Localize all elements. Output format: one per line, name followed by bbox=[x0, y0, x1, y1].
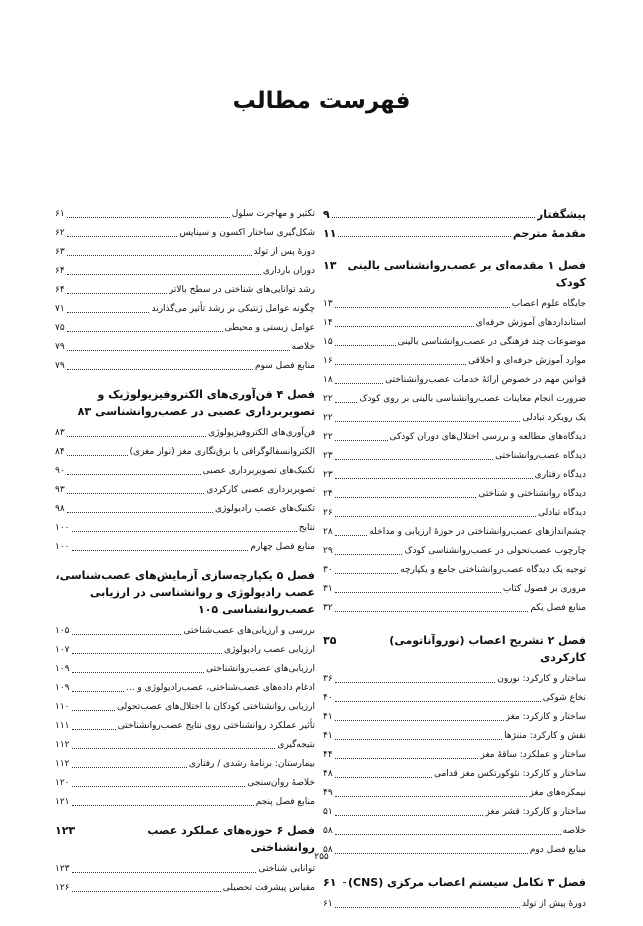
entry-title: دیدگاه رفتاری bbox=[534, 470, 586, 480]
entry-title: نخاع شوکی bbox=[542, 693, 586, 703]
entry-title: منابع فصل پنجم bbox=[255, 797, 315, 807]
toc-entry[interactable] bbox=[55, 660, 315, 679]
entry-title: الکتروانسفالوگرافی یا برق‌نگاری مغز (نوار مغزی) bbox=[129, 447, 315, 457]
entry-title: موارد آموزش حرفه‌ای و اخلاقی bbox=[468, 356, 586, 366]
toc-entry[interactable] bbox=[323, 205, 586, 224]
entry-title: دورۀ پس از تولد bbox=[253, 247, 315, 257]
toc-entry[interactable] bbox=[55, 462, 315, 481]
dot-leader bbox=[67, 436, 206, 437]
dot-leader bbox=[72, 767, 187, 768]
dot-leader bbox=[335, 815, 484, 816]
chapter-page: ۱۳ bbox=[323, 259, 337, 272]
toc-entry[interactable] bbox=[55, 243, 315, 262]
toc-entry[interactable] bbox=[323, 390, 586, 409]
chapter-items bbox=[323, 295, 586, 618]
chapter-heading[interactable] bbox=[323, 632, 586, 666]
entry-page: ۳۱ bbox=[323, 584, 333, 594]
dot-leader bbox=[335, 364, 466, 365]
dot-leader bbox=[72, 891, 221, 892]
toc-entry[interactable] bbox=[55, 717, 315, 736]
entry-title: چارچوب عصب‌تحولی در عصب‌روانشناسی کودک bbox=[404, 546, 586, 556]
dot-leader bbox=[72, 653, 223, 654]
toc-entry[interactable] bbox=[55, 443, 315, 462]
dot-leader bbox=[72, 691, 124, 692]
entry-page: ۴۴ bbox=[323, 750, 333, 760]
dot-leader bbox=[67, 293, 167, 294]
entry-page: ۲۲ bbox=[323, 413, 333, 423]
dot-leader bbox=[335, 720, 504, 721]
dot-leader bbox=[335, 535, 368, 536]
entry-title: دورۀ پیش از تولد bbox=[521, 899, 586, 909]
entry-page: ۲۳ bbox=[323, 451, 333, 461]
toc-entry[interactable] bbox=[55, 357, 315, 376]
toc-entry[interactable] bbox=[323, 689, 586, 708]
entry-page: ۸۳ bbox=[55, 428, 65, 438]
toc-entry[interactable] bbox=[323, 224, 586, 243]
entry-page: ۵۸ bbox=[323, 826, 333, 836]
entry-title: موضوعات چند فرهنگی در عصب‌روانشناسی بالینی bbox=[397, 337, 586, 347]
entry-title: دوران بارداری bbox=[262, 266, 315, 276]
chapter-heading[interactable] bbox=[323, 874, 586, 891]
dot-leader bbox=[72, 805, 254, 806]
toc-entry[interactable] bbox=[323, 314, 586, 333]
entry-page: ۲۴ bbox=[323, 489, 333, 499]
toc-entry[interactable] bbox=[323, 466, 586, 485]
toc-entry[interactable] bbox=[323, 765, 586, 784]
chapter-page: ۱۲۳ bbox=[55, 824, 76, 837]
toc-entry[interactable] bbox=[55, 205, 315, 224]
toc-entry[interactable] bbox=[55, 519, 315, 538]
entry-page: ۱۴ bbox=[323, 318, 333, 328]
entry-title: خلاصۀ روان‌سنجی bbox=[247, 778, 315, 788]
dot-leader bbox=[335, 796, 528, 797]
toc-entry[interactable] bbox=[323, 295, 586, 314]
toc-entry[interactable] bbox=[55, 262, 315, 281]
page-title: فهرست مطالب bbox=[232, 88, 411, 114]
entry-page: ۱۱ bbox=[323, 227, 337, 240]
chapter-heading[interactable] bbox=[55, 386, 315, 420]
entry-page: ۴۹ bbox=[323, 788, 333, 798]
chapter-title: فصل ۴ فن‌آوری‌های الکتروفیزیولوژیک و تصویربرداری عصبی در عصب‌روانشناسی bbox=[95, 388, 315, 418]
toc-entry[interactable] bbox=[323, 428, 586, 447]
entry-page: ۶۱ bbox=[55, 209, 65, 219]
entry-page: ۱۰۵ bbox=[55, 626, 70, 636]
dot-leader bbox=[72, 710, 116, 711]
dot-leader bbox=[335, 383, 383, 384]
entry-page: ۱۸ bbox=[323, 375, 333, 385]
toc-entry[interactable] bbox=[55, 641, 315, 660]
entry-page: ۳۲ bbox=[323, 603, 333, 613]
dot-leader bbox=[72, 531, 297, 532]
dot-leader bbox=[335, 611, 529, 612]
entry-title: رشد توانایی‌های شناختی در سطح بالاتر bbox=[168, 285, 315, 295]
dot-leader bbox=[335, 592, 501, 593]
entry-page: ۵۱ bbox=[323, 807, 333, 817]
chapter-page: ۸۳ bbox=[77, 405, 92, 418]
entry-title: شکل‌گیری ساختار اکسون و سیناپس bbox=[179, 228, 315, 238]
entry-title: تکنیک‌های تصویربرداری عصبی bbox=[202, 466, 315, 476]
dot-leader bbox=[335, 834, 561, 835]
toc-entry[interactable] bbox=[323, 727, 586, 746]
entry-title: عوامل زیستی و محیطی bbox=[224, 323, 315, 333]
dot-leader bbox=[335, 421, 521, 422]
dot-leader bbox=[72, 872, 257, 873]
entry-title: توجیه یک دیدگاه عصب‌روانشناختی جامع و یکپارچه bbox=[400, 565, 586, 575]
dot-leader bbox=[343, 882, 345, 883]
entry-title: ساختار و کارکرد: نئوکورتکس مغز قدامی bbox=[433, 769, 586, 779]
toc-entry[interactable] bbox=[55, 879, 315, 898]
entry-page: ۱۱۲ bbox=[55, 759, 70, 769]
entry-page: ۴۱ bbox=[323, 712, 333, 722]
chapter-items bbox=[55, 860, 315, 898]
toc-entry[interactable] bbox=[55, 300, 315, 319]
dot-leader bbox=[335, 554, 403, 555]
dot-leader bbox=[67, 512, 213, 513]
toc-entry[interactable] bbox=[323, 670, 586, 689]
entry-page: ۹۸ bbox=[55, 504, 65, 514]
entry-title: فن‌آوری‌های الکتروفیزیولوژی bbox=[208, 428, 315, 438]
entry-page: ۷۹ bbox=[55, 342, 65, 352]
toc-entry[interactable] bbox=[323, 803, 586, 822]
dot-leader bbox=[72, 634, 182, 635]
entry-title: مقدمۀ مترجم bbox=[512, 227, 586, 240]
entry-title: ساختار و عملکرد: ساقۀ مغز bbox=[480, 750, 586, 760]
entry-page: ۱۲۰ bbox=[55, 778, 70, 788]
dot-leader bbox=[335, 459, 494, 460]
entry-title: منابع فصل دوم bbox=[529, 845, 586, 855]
toc-entry[interactable] bbox=[55, 622, 315, 641]
chapter-title: فصل ۳ تکامل سیستم اعصاب مرکزی (CNS) bbox=[347, 876, 586, 889]
toc-entry[interactable] bbox=[323, 523, 586, 542]
chapter-items bbox=[55, 205, 315, 376]
dot-leader bbox=[67, 493, 205, 494]
toc-right-column bbox=[323, 205, 586, 914]
dot-leader bbox=[335, 345, 396, 346]
entry-title: بیمارستان: برنامۀ رشدی / رفتاری bbox=[188, 759, 315, 769]
entry-page: ۱۰۰ bbox=[55, 542, 70, 552]
entry-title: منابع فصل چهارم bbox=[250, 542, 315, 552]
chapter-heading[interactable] bbox=[55, 567, 315, 618]
dot-leader bbox=[335, 777, 432, 778]
entry-title: تأثیر عملکرد روانشناختی روی نتایج عصب‌روانشناختی bbox=[117, 721, 315, 731]
entry-page: ۱۱۰ bbox=[55, 702, 70, 712]
entry-page: ۱۰۰ bbox=[55, 523, 70, 533]
entry-page: ۶۴ bbox=[55, 266, 65, 276]
chapter-title: فصل ۵ یکپارچه‌سازی آزمایش‌های عصب‌شناسی، عصب رادیولوژی و روانشناسی در ارزیابی عصب‌روانشناسی bbox=[55, 569, 315, 616]
chapter-items bbox=[55, 622, 315, 812]
entry-title: منابع فصل سوم bbox=[255, 361, 315, 371]
entry-title: ساختار و کارکرد: نورون bbox=[497, 674, 586, 684]
entry-page: ۶۳ bbox=[55, 247, 65, 257]
entry-title: پیشگفتار bbox=[536, 208, 586, 221]
entry-title: یک رویکرد تبادلی bbox=[522, 413, 586, 423]
dot-leader bbox=[67, 369, 253, 370]
chapter-page: ۶۱ bbox=[323, 876, 337, 889]
entry-title: نتایج bbox=[298, 523, 315, 533]
dot-leader bbox=[67, 217, 230, 218]
toc-entry[interactable] bbox=[55, 860, 315, 879]
entry-page: ۴۰ bbox=[323, 693, 333, 703]
dot-leader bbox=[335, 573, 398, 574]
dot-leader bbox=[72, 729, 116, 730]
entry-page: ۱۰۷ bbox=[55, 645, 70, 655]
chapter-items bbox=[323, 895, 586, 914]
entry-title: دیدگاه‌های مطالعه و بررسی اختلال‌های دوران کودکی bbox=[389, 432, 586, 442]
entry-title: ساختار و کارکرد: قشر مغز bbox=[485, 807, 586, 817]
entry-page: ۷۱ bbox=[55, 304, 65, 314]
dot-leader bbox=[67, 474, 201, 475]
toc-entry[interactable] bbox=[55, 500, 315, 519]
entry-title: ارزیابی روانشناختی کودکان با اختلال‌های عصب‌تحولی bbox=[117, 702, 315, 712]
entry-title: مروری بر فصول کتاب bbox=[502, 584, 586, 594]
dot-leader bbox=[72, 672, 205, 673]
dot-leader bbox=[335, 307, 510, 308]
entry-page: ۶۴ bbox=[55, 285, 65, 295]
toc-entry[interactable] bbox=[55, 338, 315, 357]
toc-entry[interactable] bbox=[323, 485, 586, 504]
entry-title: دیدگاه تبادلی bbox=[537, 508, 586, 518]
entry-page: ۱۶ bbox=[323, 356, 333, 366]
entry-title: خلاصه bbox=[562, 826, 586, 836]
toc-entry[interactable] bbox=[323, 542, 586, 561]
toc-entry[interactable] bbox=[323, 599, 586, 618]
chapter-title: فصل ۱ مقدمه‌ای بر عصب‌روانشناسی بالینی کودک bbox=[347, 259, 586, 289]
chapter-heading[interactable] bbox=[55, 822, 315, 856]
dot-leader bbox=[335, 701, 541, 702]
entry-page: ۸۴ bbox=[55, 447, 65, 457]
entry-page: ۱۰۹ bbox=[55, 683, 70, 693]
dot-leader bbox=[335, 739, 502, 740]
entry-title: تکثیر و مهاجرت سلول bbox=[231, 209, 315, 219]
toc-entry[interactable] bbox=[323, 352, 586, 371]
entry-page: ۱۱۱ bbox=[55, 721, 70, 731]
entry-page: ۱۲۳ bbox=[55, 864, 70, 874]
entry-title: بررسی و ارزیابی‌های عصب‌شناختی bbox=[183, 626, 315, 636]
entry-title: توانایی شناختی bbox=[258, 864, 315, 874]
toc-entry[interactable] bbox=[323, 504, 586, 523]
entry-page: ۹ bbox=[323, 208, 330, 221]
entry-page: ۷۹ bbox=[55, 361, 65, 371]
chapter-page: ۱۰۵ bbox=[198, 603, 219, 616]
entry-page: ۲۲ bbox=[323, 432, 333, 442]
entry-title: دیدگاه روانشناختی و شناختی bbox=[478, 489, 586, 499]
dot-leader bbox=[67, 255, 252, 256]
entry-title: ارزیابی عصب رادیولوژی bbox=[224, 645, 315, 655]
toc-entry[interactable] bbox=[55, 679, 315, 698]
entry-page: ۶۱ bbox=[323, 899, 333, 909]
toc-entry[interactable] bbox=[55, 774, 315, 793]
entry-page: ۱۲۱ bbox=[55, 797, 70, 807]
toc-entry[interactable] bbox=[55, 424, 315, 443]
entry-page: ۴۱ bbox=[323, 731, 333, 741]
dot-leader bbox=[335, 758, 479, 759]
dot-leader bbox=[72, 786, 246, 787]
toc-entry[interactable] bbox=[323, 447, 586, 466]
chapter-heading[interactable] bbox=[323, 257, 586, 291]
dot-leader bbox=[335, 497, 477, 498]
toc-entry[interactable] bbox=[55, 281, 315, 300]
toc-entry[interactable] bbox=[55, 736, 315, 755]
dot-leader bbox=[72, 748, 276, 749]
entry-title: ساختار و کارکرد: مغز bbox=[505, 712, 586, 722]
chapter-title: فصل ۲ تشریح اعصاب (نوروآناتومی) کارکردی bbox=[389, 634, 586, 664]
entry-title: مقیاس پیشرفت تحصیلی bbox=[222, 883, 315, 893]
chapter-title: فصل ۶ حوزه‌های عملکرد عصب روانشناختی bbox=[147, 824, 315, 854]
toc-entry[interactable] bbox=[55, 538, 315, 557]
toc-entry[interactable] bbox=[323, 333, 586, 352]
dot-leader bbox=[72, 550, 249, 551]
dot-leader bbox=[335, 907, 520, 908]
toc-entry[interactable] bbox=[55, 755, 315, 774]
entry-title: خلاصه bbox=[291, 342, 315, 352]
dot-leader bbox=[67, 331, 223, 332]
dot-leader bbox=[67, 455, 128, 456]
entry-page: ۴۸ bbox=[323, 769, 333, 779]
entry-page: ۹۳ bbox=[55, 485, 65, 495]
entry-title: تصویربرداری عصبی کارکردی bbox=[206, 485, 315, 495]
entry-page: ۱۱۲ bbox=[55, 740, 70, 750]
toc-entry[interactable] bbox=[323, 409, 586, 428]
entry-page: ۹۰ bbox=[55, 466, 65, 476]
toc-entry[interactable] bbox=[55, 319, 315, 338]
entry-title: قوانین مهم در خصوص ارائۀ خدمات عصب‌روانشناختی bbox=[385, 375, 586, 385]
toc-entry[interactable] bbox=[55, 698, 315, 717]
entry-page: ۱۰۹ bbox=[55, 664, 70, 674]
toc-entry[interactable] bbox=[323, 561, 586, 580]
entry-title: استانداردهای آموزش حرفه‌ای bbox=[475, 318, 586, 328]
entry-title: ارزیابی‌های عصب‌روانشناختی bbox=[206, 664, 315, 674]
entry-page: ۶۲ bbox=[55, 228, 65, 238]
entry-page: ۲۲ bbox=[323, 394, 333, 404]
toc-entry[interactable] bbox=[323, 784, 586, 803]
toc-entry[interactable] bbox=[55, 224, 315, 243]
dot-leader bbox=[335, 402, 358, 403]
entry-title: نقش و کارکرد: مننژها bbox=[504, 731, 586, 741]
toc-entry[interactable] bbox=[323, 580, 586, 599]
entry-page: ۲۸ bbox=[323, 527, 333, 537]
toc-entry[interactable] bbox=[55, 481, 315, 500]
entry-page: ۱۵ bbox=[323, 337, 333, 347]
chapter-items bbox=[323, 670, 586, 860]
entry-page: ۲۶ bbox=[323, 508, 333, 518]
entry-page: ۱۲۶ bbox=[55, 883, 70, 893]
entry-title: جایگاه علوم اعصاب bbox=[511, 299, 586, 309]
entry-title: منابع فصل یکم bbox=[530, 603, 586, 613]
entry-title: نتیجه‌گیری bbox=[277, 740, 315, 750]
entry-page: ۳۶ bbox=[323, 674, 333, 684]
dot-leader bbox=[335, 682, 496, 683]
dot-leader bbox=[67, 350, 290, 351]
entry-page: ۲۳ bbox=[323, 470, 333, 480]
dot-leader bbox=[67, 274, 261, 275]
entry-page: ۷۵ bbox=[55, 323, 65, 333]
entry-page: ۲۹ bbox=[323, 546, 333, 556]
entry-page: ۵۸ bbox=[323, 845, 333, 855]
dot-leader bbox=[335, 478, 533, 479]
toc-entry[interactable] bbox=[55, 793, 315, 812]
dot-leader bbox=[67, 236, 178, 237]
toc-entry[interactable] bbox=[323, 895, 586, 914]
toc-entry[interactable] bbox=[323, 371, 586, 390]
entry-title: ضرورت انجام معاینات عصب‌روانشناسی بالینی بر روی کودک bbox=[359, 394, 586, 404]
entry-title: چگونه عوامل ژنتیکی بر رشد تأثیر می‌گذارند bbox=[151, 304, 315, 314]
chapter-page: ۳۵ bbox=[323, 634, 337, 647]
entry-title: چشم‌اندازهای عصب‌روانشناختی در حوزۀ ارزیابی و مداخله bbox=[369, 527, 586, 537]
page-number: ۲۵۵ bbox=[314, 852, 329, 862]
entry-title: تکنیک‌های عصب رادیولوژی bbox=[214, 504, 315, 514]
dot-leader bbox=[67, 312, 150, 313]
dot-leader bbox=[335, 440, 388, 441]
toc-left-column bbox=[55, 205, 315, 898]
entry-page: ۱۳ bbox=[323, 299, 333, 309]
toc-entry[interactable] bbox=[323, 822, 586, 841]
dot-leader bbox=[338, 236, 510, 237]
dot-leader bbox=[332, 217, 535, 218]
toc-entry[interactable] bbox=[323, 708, 586, 727]
entry-page: ۳۰ bbox=[323, 565, 333, 575]
dot-leader bbox=[335, 516, 536, 517]
entry-title: دیدگاه عصب‌روانشناختی bbox=[495, 451, 586, 461]
dot-leader bbox=[335, 326, 474, 327]
entry-title: ادغام داده‌های عصب‌شناختی، عصب‌رادیولوژی و ... bbox=[125, 683, 315, 693]
chapter-items bbox=[55, 424, 315, 557]
entry-title: نیمکره‌های مغز bbox=[529, 788, 586, 798]
toc-entry[interactable] bbox=[323, 746, 586, 765]
